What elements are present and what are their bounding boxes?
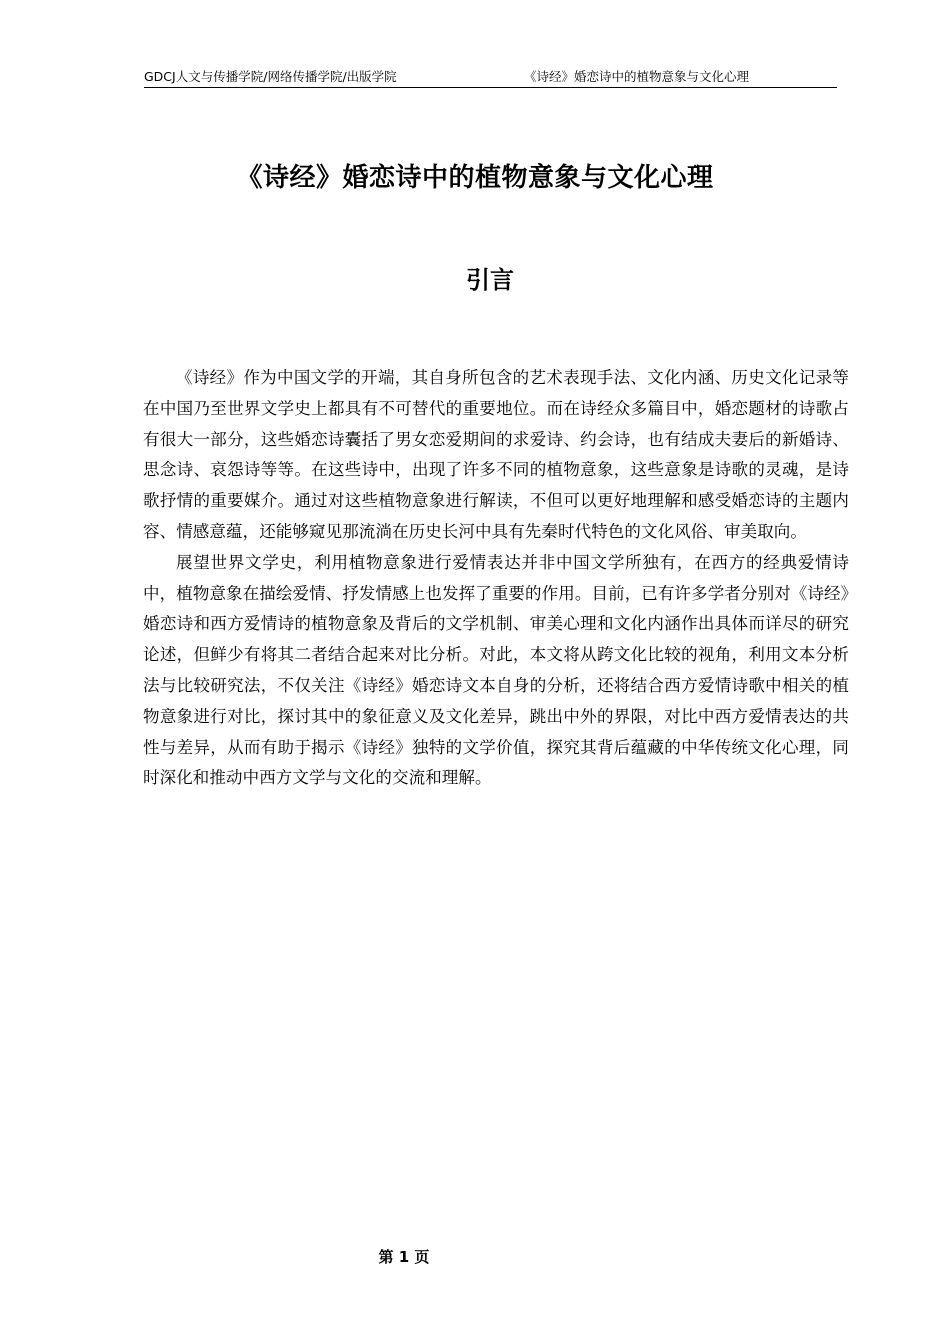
paper-title: 《诗经》婚恋诗中的植物意象与文化心理 <box>236 163 714 193</box>
header-institution: GDCJ人文与传播学院/网络传播学院/出版学院 <box>144 69 397 84</box>
section-heading: 引言 <box>466 266 514 294</box>
body-text <box>143 363 849 794</box>
paragraph: 《诗经》作为中国文学的开端，其自身所包含的艺术表现手法、文化内涵、历史文化记录等在中国乃至世界文学史上都具有不可替代的重要地位。而在诗经众多篇目中，婚恋题材的诗歌占有很大一部分，这些婚恋诗囊括了男女恋爱期间的求爱诗、约会诗，也有结成夫妻后的新婚诗、思念诗、哀怨诗等等。在这些诗中，出现了许多不同的植物意象，这些意象是诗歌的灵魂，是诗歌抒情的重要媒介。通过对这些植物意象进行解读，不但可以更好地理解和感受婚恋诗的主题内容、情感意蕴，还能够窥见那流淌在历史长河中具有先秦时代特色的文化风俗、审美取向。 <box>143 368 849 541</box>
paragraph: 展望世界文学史，利用植物意象进行爱情表达并非中国文学所独有，在西方的经典爱情诗中，植物意象在描绘爱情、抒发情感上也发挥了重要的作用。目前，已有许多学者分别对《诗经》婚恋诗和西方爱情诗的植物意象及背后的文学机制、审美心理和文化内涵作出具体而详尽的研究论述，但鲜少有将其二者结合起来对比分析。对此，本文将从跨文化比较的视角，利用文本分析法与比较研究法，不仅关注《诗经》婚恋诗文本自身的分析，还将结合西方爱情诗歌中相关的植物意象进行对比，探讨其中的象征意义及文化差异，跳出中外的界限，对比中西方爱情表达的共性与差异，从而有助于揭示《诗经》独特的文学价值，探究其背后蕴藏的中华传统文化心理，同时深化和推动中西方文学与文化的交流和理解。 <box>143 552 849 788</box>
header-paper-title: 《诗经》婚恋诗中的植物意象与文化心理 <box>524 69 750 84</box>
page-number: 第 1 页 <box>378 1248 430 1266</box>
running-header <box>144 68 837 88</box>
